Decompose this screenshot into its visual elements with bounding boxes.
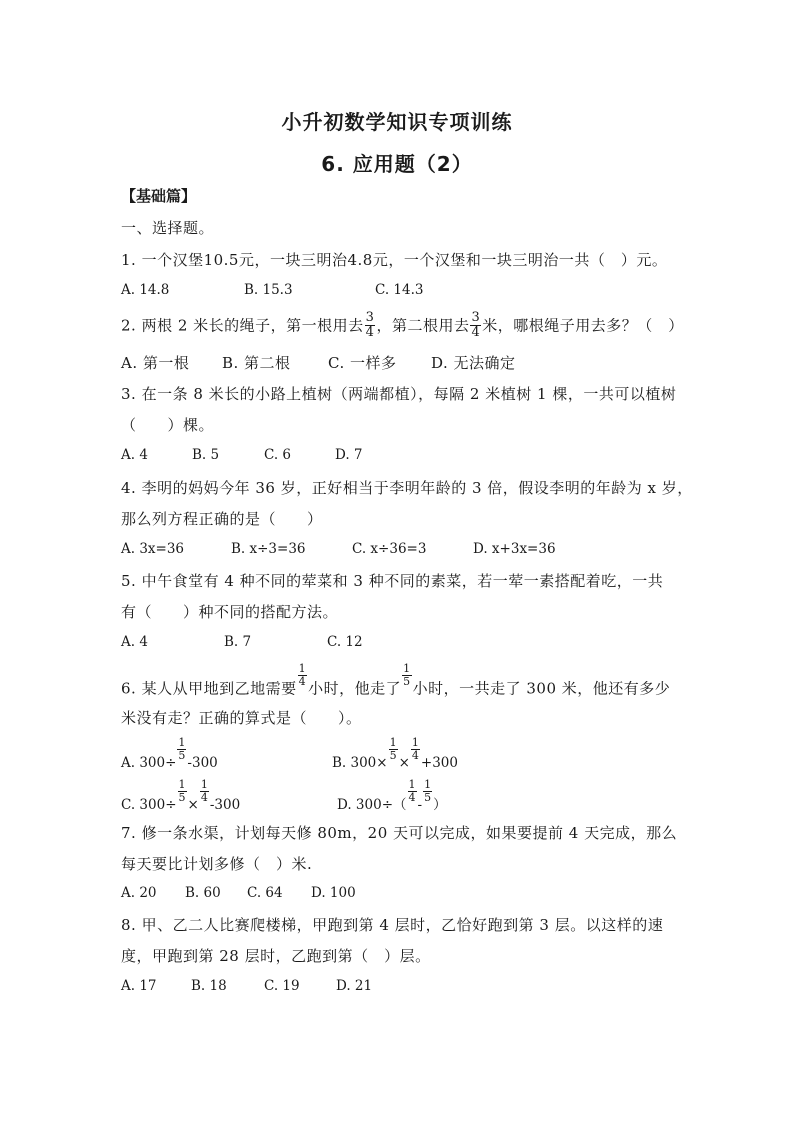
question-4-line-1: 4. 李明的妈妈今年 36 岁，正好相当于李明年龄的 3 倍，假设李明的年龄为 x 岁，: [121, 479, 693, 497]
question-7-option-a: A. 20: [121, 885, 157, 901]
question-7-option-c: C. 64: [247, 885, 283, 901]
question-7-line-1: 7. 修一条水渠，计划每天修 80m，20 天可以完成，如果要提前 4 天完成，那么: [121, 824, 678, 842]
question-6-option-b: B. 300× $\frac{1}{5}$ × $\frac{1}{4}$ +300: [332, 736, 458, 771]
question-8-option-c: C. 19: [264, 978, 300, 994]
question-4-option-a: A. 3x=36: [121, 541, 185, 557]
question-8-line-1: 8. 甲、乙二人比赛爬楼梯，甲跑到第 4 层时，乙恰好跑到第 3 层。以这样的速: [121, 916, 664, 934]
question-3-option-c: C. 6: [264, 447, 292, 463]
question-7-option-b: B. 60: [185, 885, 221, 901]
page-title: 小升初数学知识专项训练: [281, 110, 513, 134]
question-5-line-1: 5. 中午食堂有 4 种不同的荤菜和 3 种不同的素菜，若一荤一素搭配着吃，一共: [121, 572, 664, 590]
question-6-option-a: A. 300÷ $\frac{1}{5}$ -300: [121, 736, 218, 771]
fraction: $\frac{1}{4}$: [298, 662, 307, 688]
question-2-text-mid: ，第二根用去: [376, 316, 470, 335]
question-1-option-b: B. 15.3: [244, 282, 293, 298]
question-4-option-b: B. x÷3=36: [231, 541, 306, 557]
question-2-text: [121, 312, 684, 341]
fraction: $\frac{1}{4}$: [411, 736, 419, 762]
question-5-option-b: B. 7: [224, 634, 252, 650]
question-6-line-1: [121, 662, 671, 702]
question-5-line-2: 有（ ）种不同的搭配方法。: [121, 603, 339, 621]
question-7-option-d: D. 100: [311, 885, 356, 901]
question-3-line-2: （ ）棵。: [121, 416, 215, 434]
fraction: $\frac{1}{5}$: [424, 778, 432, 804]
question-2-option-d: D. 无法确定: [431, 354, 516, 372]
question-3-line-1: 3. 在一条 8 米长的小路上植树（两端都植），每隔 2 米植树 1 棵，一共可以植树: [121, 385, 677, 403]
fraction: $\frac{1}{5}$: [178, 778, 186, 804]
question-8-option-d: D. 21: [336, 978, 373, 994]
question-4-option-c: C. x÷36=3: [352, 541, 427, 557]
question-6-text-end: 小时，一共走了 300 米，他还有多少: [412, 679, 671, 698]
question-1-text: 1. 一个汉堡10.5元，一块三明治4.8元，一个汉堡和一块三明治一共（ ）元。: [121, 251, 668, 269]
question-4-line-2: 那么列方程正确的是（ ）: [121, 510, 323, 528]
fraction: $\frac{1}{4}$: [200, 778, 208, 804]
question-1-option-a: A. 14.8: [121, 282, 170, 298]
part-heading: 一、选择题。: [121, 219, 215, 237]
question-3-option-b: B. 5: [192, 447, 220, 463]
section-heading: 【基础篇】: [121, 187, 197, 205]
fraction: $\frac{3}{4}$: [365, 310, 375, 340]
question-5-option-a: A. 4: [121, 634, 148, 650]
question-1-option-c: C. 14.3: [375, 282, 424, 298]
question-2-option-a: A. 第一根: [121, 354, 190, 372]
question-8-line-2: 度，甲跑到第 28 层时，乙跑到第（ ）层。: [121, 947, 431, 965]
question-6-line-2: 米没有走？正确的算式是（ ）。: [121, 709, 362, 727]
question-2-text-end: 米，哪根绳子用去多？（ ）: [482, 316, 684, 335]
question-2-option-c: C. 一样多: [328, 354, 397, 372]
question-6-option-d: D. 300÷（ $\frac{1}{4}$ - $\frac{1}{5}$ ）: [337, 778, 447, 813]
question-2-option-b: B. 第二根: [222, 354, 291, 372]
question-3-option-d: D. 7: [335, 447, 363, 463]
question-6-text-mid: 小时，他走了: [308, 679, 402, 698]
fraction: $\frac{1}{5}$: [178, 736, 186, 762]
fraction: $\frac{1}{4}$: [408, 778, 416, 804]
page-subtitle: 6. 应用题（2）: [321, 152, 473, 176]
fraction: $\frac{3}{4}$: [471, 310, 481, 340]
question-8-option-b: B. 18: [191, 978, 227, 994]
question-6-option-c: C. 300÷ $\frac{1}{5}$ × $\frac{1}{4}$ -300: [121, 778, 241, 813]
question-7-line-2: 每天要比计划多修（ ）米.: [121, 855, 313, 873]
question-6-text-start: 6. 某人从甲地到乙地需要: [121, 679, 297, 698]
question-3-option-a: A. 4: [121, 447, 148, 463]
fraction: $\frac{1}{5}$: [403, 662, 411, 688]
question-4-option-d: D. x+3x=36: [473, 541, 556, 557]
question-5-option-c: C. 12: [327, 634, 363, 650]
question-8-option-a: A. 17: [121, 978, 157, 994]
fraction: $\frac{1}{5}$: [389, 736, 397, 762]
question-2-text-start: 2. 两根 2 米长的绳子，第一根用去: [121, 316, 364, 335]
